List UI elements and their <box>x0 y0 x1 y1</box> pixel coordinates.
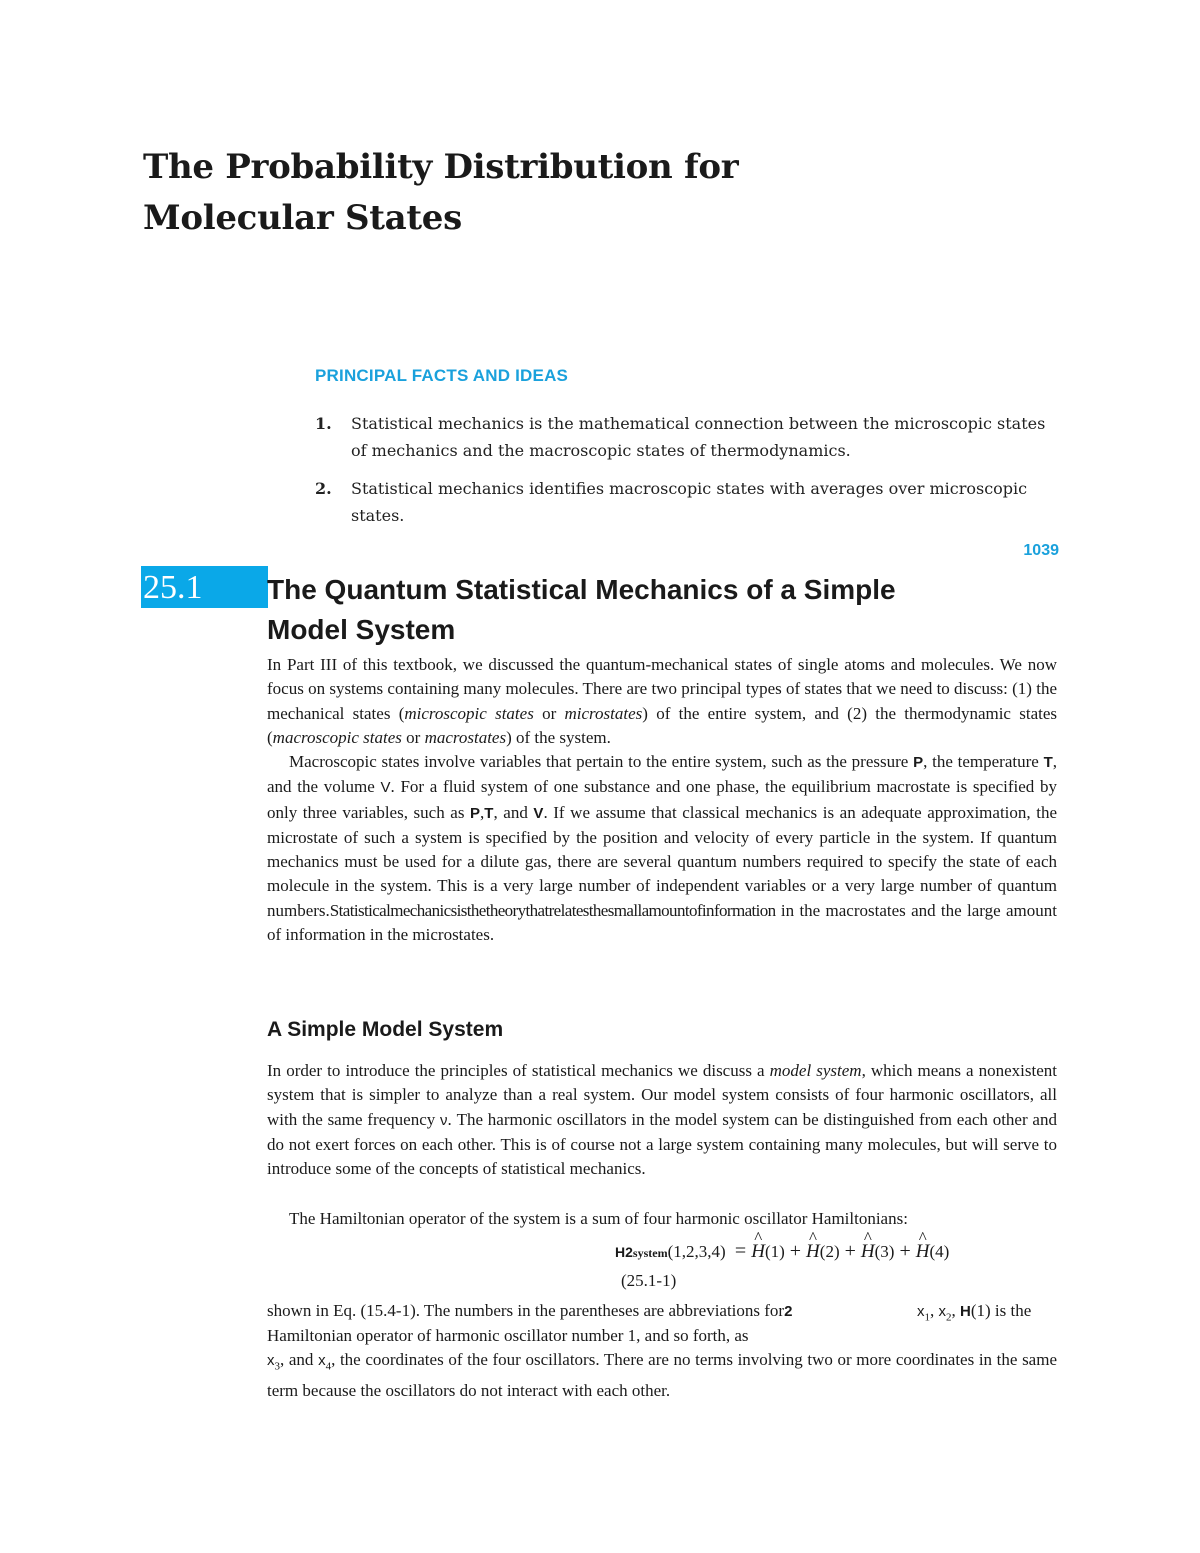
italic-term: microstates <box>564 703 643 723</box>
equation-arg: (1) <box>764 1242 785 1261</box>
text-run: , <box>480 802 485 822</box>
paragraph-text <box>267 1348 1057 1403</box>
paragraph-eq-explanation <box>267 1299 1057 1349</box>
text-run: , and <box>493 802 534 822</box>
text-run: ) of the system. <box>506 727 611 747</box>
text-run: , which means a nonexistent system that is simpler to analyze than a real system. Our model system consists of four harmonic oscillators, all with the same frequency <box>267 1061 1057 1129</box>
list-item-number: 2. <box>315 479 332 498</box>
equation-arg: (4) <box>929 1242 950 1261</box>
italic-term: model system <box>769 1061 862 1080</box>
chapter-title-line-1: The Probability Distribution for <box>143 147 739 187</box>
paragraph-text <box>267 653 1057 750</box>
text-line: Hamiltonian operator of harmonic oscillator number 1, and so forth, as <box>267 1326 749 1346</box>
paragraph-intro <box>267 653 1057 750</box>
symbol-x: x <box>938 1303 946 1320</box>
text-run: . For a fluid system of one substance and one phase, the equilibrium macrostate is specified by only three variables, such as <box>267 777 1057 822</box>
section-title-line-2: Model System <box>267 614 456 645</box>
subscript: 1 <box>924 1311 930 1324</box>
paragraph-text: The Hamiltonian operator of the system is a sum of four harmonic oscillator Hamiltonians: <box>289 1209 908 1228</box>
paragraph-macroscopic <box>267 750 1057 947</box>
section-title <box>267 570 1027 650</box>
paragraph-hamiltonian <box>267 1207 1057 1231</box>
text-run-compressed: Statisticalmechanicsisthetheorythatrelatesthesmallamountofinformation <box>329 900 776 920</box>
text-run: in the macrostates and the large amount of information in the microstates. <box>267 900 1057 945</box>
symbol-temperature: T <box>1043 754 1053 771</box>
list-item-text: Statistical mechanics identifies macroscopic states with averages over microscopic states. <box>351 479 1028 525</box>
list-item <box>315 475 1060 529</box>
symbol-pressure: P <box>913 754 924 771</box>
symbol-two: 2 <box>784 1303 793 1320</box>
equation-lhs-symbol: H <box>615 1244 626 1260</box>
symbol-x: x <box>318 1352 326 1369</box>
text-run: In order to introduce the principles of statistical mechanics we discuss a <box>267 1061 770 1080</box>
list-item <box>315 410 1060 464</box>
equation-lhs-digit: 2 <box>625 1244 633 1260</box>
text-run: or <box>533 703 565 723</box>
list-item-number: 1. <box>315 414 332 433</box>
paragraph-model-system <box>267 1059 1057 1181</box>
symbol-temperature: T <box>484 804 494 822</box>
symbol-frequency: ν <box>440 1111 448 1129</box>
symbol-x: x <box>267 1352 275 1369</box>
equation-25-1-1 <box>615 1240 949 1263</box>
italic-term: macroscopic states <box>272 727 402 747</box>
chapter-title <box>143 142 903 244</box>
hamiltonian-hat: ^ H <box>751 1241 765 1263</box>
subsection-heading: A Simple Model System <box>267 1018 504 1041</box>
text-run: , and the volume <box>267 752 1057 797</box>
section-number-badge: 25.1 <box>141 566 268 608</box>
text-run: . If we assume that classical mechanics is an adequate approximation, the microstate of such a system is specified by the position and velocity of every particle in the system. If quantum mechanics must be used for a dilute gas, there are several quantum numbers required to specify the state of each molecule in the system. This is a very large number of independent variables or a very large number of quantum numbers. <box>267 802 1057 920</box>
equals-sign: = <box>734 1240 747 1262</box>
text-run: Macroscopic states involve variables that pertain to the entire system, such as the pressure <box>289 752 914 771</box>
paragraph-text <box>267 750 1057 947</box>
list-item-text: Statistical mechanics is the mathematical connection between the microscopic states of mechanics and the macroscopic states of thermodynamics. <box>351 414 1046 460</box>
text-run: In Part III of this textbook, we discussed the quantum-mechanical states of single atoms and molecules. We now focus on systems containing many molecules. There are two principal types of states that we need to discuss: (1) the mechanical states ( <box>267 655 1057 723</box>
principal-facts-heading: PRINCIPAL FACTS AND IDEAS <box>315 366 569 385</box>
text-run: , the temperature <box>923 752 1044 771</box>
italic-term: microscopic states <box>404 703 534 723</box>
symbol-x: x <box>917 1303 925 1320</box>
chapter-title-line-2: Molecular States <box>143 198 462 238</box>
text-run: (1) is the <box>970 1301 1032 1320</box>
equation-lhs-args: (1,2,3,4) <box>667 1242 726 1261</box>
hamiltonian-hat: ^ H <box>806 1241 820 1263</box>
text-line <box>267 1299 1057 1324</box>
subscript: 3 <box>274 1360 280 1373</box>
section-title-line-1: The Quantum Statistical Mechanics of a Simple <box>267 574 896 605</box>
text-run: . The harmonic oscillators in the model system can be distinguished from each other and do not exert forces on each other. This is of course not a large system containing many molecules, but will serve to introduce some of the concepts of statistical mechanics. <box>267 1109 1057 1179</box>
text-run: , the coordinates of the four oscillators. There are no terms involving two or more coordinates in the same term because the oscillators do not interact with each other. <box>267 1350 1058 1400</box>
equation-arg: (3) <box>874 1242 895 1261</box>
subscript: 2 <box>946 1311 952 1324</box>
symbol-volume: V <box>533 804 544 822</box>
equation-arg: (2) <box>819 1242 840 1261</box>
coordinate-fragment: $x_1$, $x_2$, H(1) is the <box>917 1301 1032 1324</box>
text-run: or <box>401 727 425 747</box>
symbol-volume: V <box>380 779 391 797</box>
plus-sign: + <box>789 1240 802 1262</box>
symbol-hamiltonian: H <box>960 1303 971 1320</box>
symbol-pressure: P <box>470 804 481 822</box>
text-run: , and <box>280 1350 319 1369</box>
hamiltonian-hat: ^ H <box>861 1241 875 1263</box>
paragraph-text <box>267 1059 1057 1181</box>
plus-sign: + <box>899 1240 911 1262</box>
text-run: shown in Eq. (15.4-1). The numbers in the parentheses are abbreviations for <box>267 1301 785 1320</box>
hamiltonian-hat: ^ H <box>916 1241 930 1263</box>
principal-facts-list <box>315 410 1060 540</box>
plus-sign: + <box>844 1240 856 1262</box>
subscript: 4 <box>325 1360 332 1373</box>
paragraph-coordinates <box>267 1348 1057 1403</box>
page-number: 1039 <box>1023 542 1059 559</box>
equation-lhs-subscript: system <box>632 1246 668 1260</box>
equation-label: (25.1-1) <box>621 1271 677 1290</box>
text-run: ) of the entire system, and (2) the thermodynamic states ( <box>267 703 1058 747</box>
italic-term: macrostates <box>424 727 507 747</box>
